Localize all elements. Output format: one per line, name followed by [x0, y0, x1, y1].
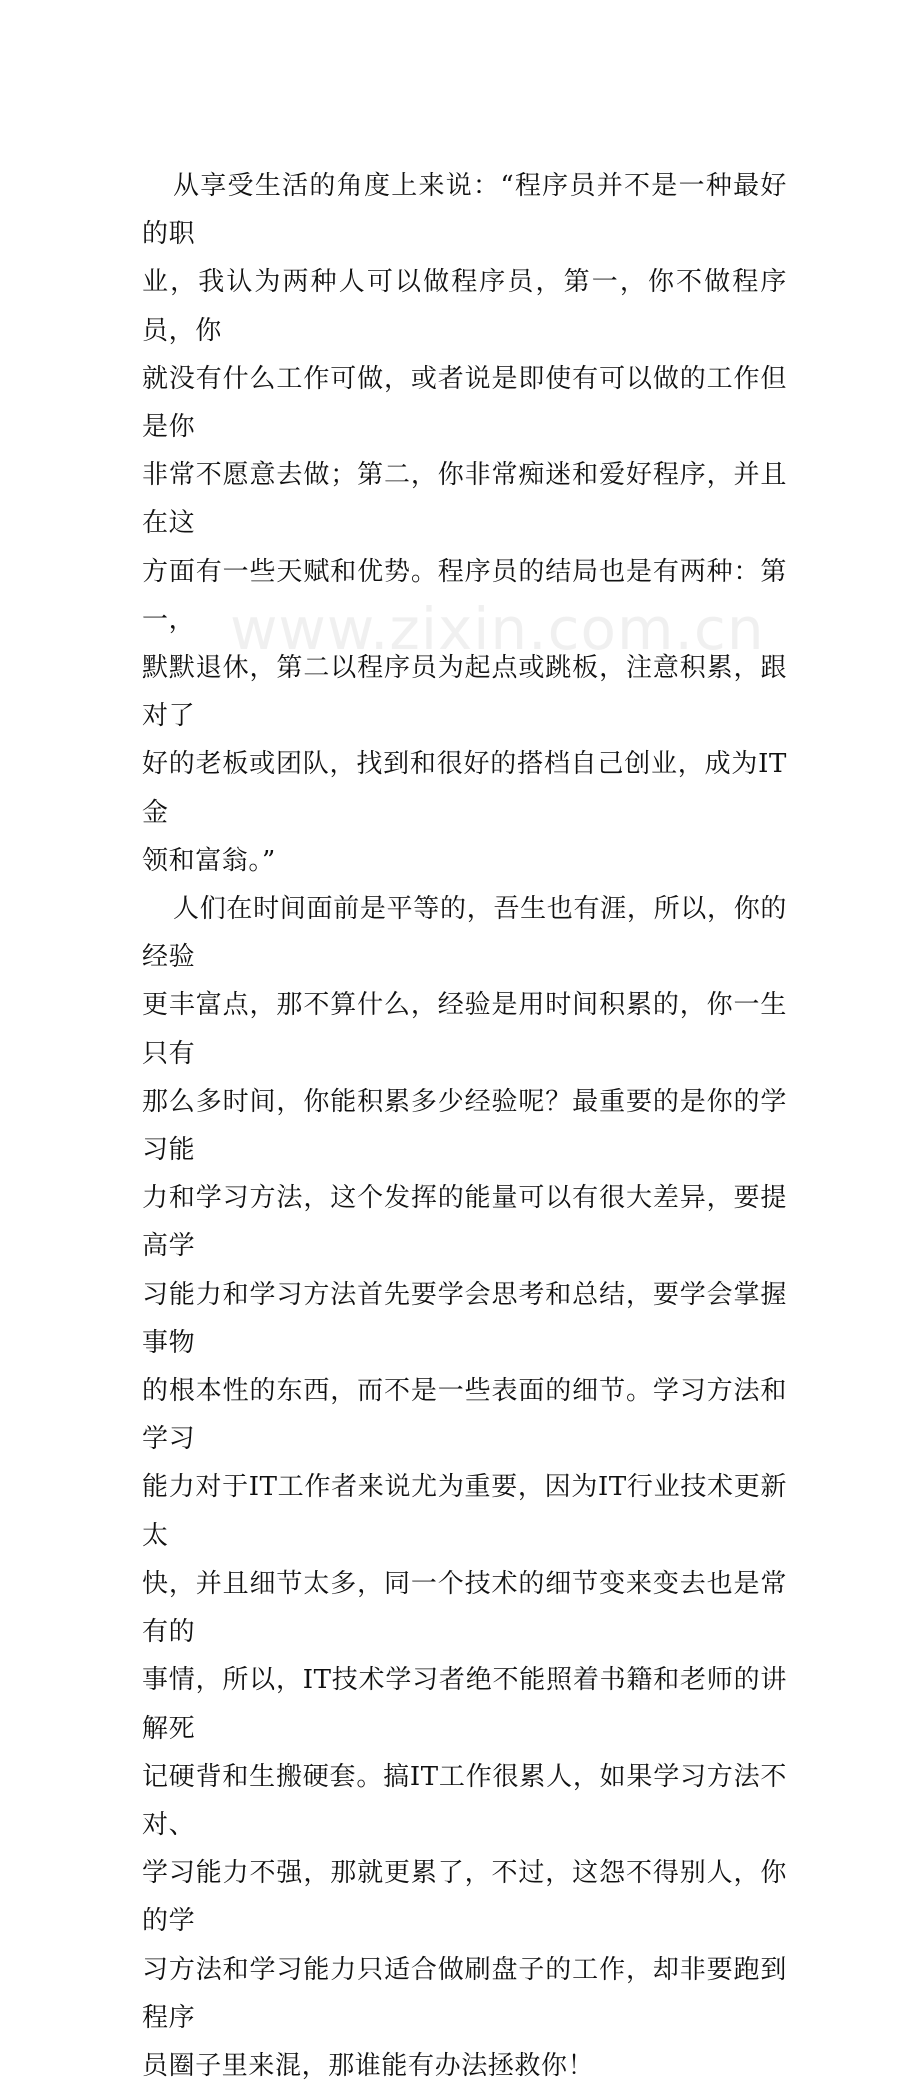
document-body	[142, 162, 787, 2090]
paragraph-learning-ability: 人们在时间面前是平等的，吾生也有涯，所以，你的经验 更丰富点，那不算什么，经验是用时间积累的，你一生只有 那么多时间，你能积累多少经验呢？最重要的是你的学习能 力和学习方法，这个发挥的能量可以有很大差异，要提高学 习能力和学习方法首先要学会思考和总结，要学会掌握事物 的根本性的东西，而不是一些表面的细节。学习方法和学习 能力对于IT工作者来说尤为重要，因为IT行业技术更新太 快，并且细节太多，同一个技术的细节变来变去也是常有的 事情，所以，IT技术学习者绝不能照着书籍和老师的讲解死 记硬背和生搬硬套。搞IT工作很累人，如果学习方法不对、 学习能力不强，那就更累了，不过，这怨不得别人，你的学 习方法和学习能力只适合做刷盘子的工作，却非要跑到程序 员圈子里来混，那谁能有办法拯救你！	[142, 894, 787, 2081]
paragraph-career-choice: 从享受生活的角度上来说：“程序员并不是一种最好的职 业，我认为两种人可以做程序员，第一，你不做程序员，你 就没有什么工作可做，或者说是即使有可以做的工作但是你 非常不愿意去做；第二，你非常痴迷和爱好程序，并且在这 方面有一些天赋和优势。程序员的结局也是有两种：第一， 默默退休，第二以程序员为起点或跳板，注意积累，跟对了 好的老板或团队，找到和很好的搭档自己创业，成为IT金 领和富翁。”	[142, 171, 787, 876]
watermark: www.zixin.com.cn	[230, 595, 765, 663]
